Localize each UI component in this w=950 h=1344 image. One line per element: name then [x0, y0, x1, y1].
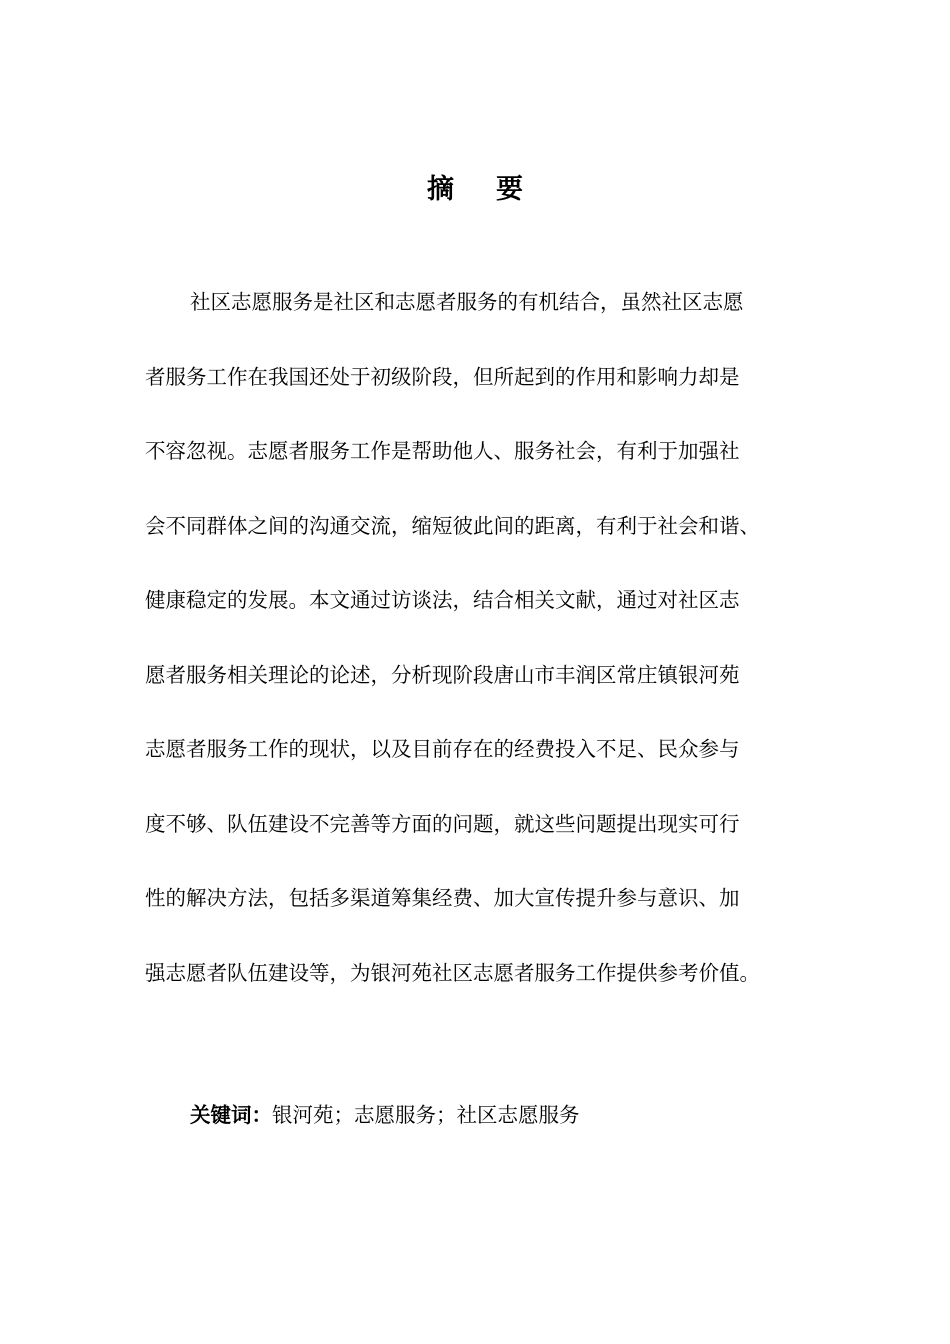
keywords-text: 银河苑；志愿服务；社区志愿服务 [272, 1103, 580, 1127]
keywords-label: 关键词： [190, 1103, 272, 1127]
abstract-line: 社区志愿服务是社区和志愿者服务的有机结合，虽然社区志愿 [190, 290, 744, 314]
abstract-line: 会不同群体之间的沟通交流，缩短彼此间的距离，有利于社会和谐、 [145, 513, 760, 538]
abstract-line: 志愿者服务工作的现状，以及目前存在的经费投入不足、民众参与 [145, 737, 740, 761]
abstract-line: 愿者服务相关理论的论述，分析现阶段唐山市丰润区常庄镇银河苑 [145, 662, 740, 687]
abstract-line: 性的解决方法，包括多渠道筹集经费、加大宣传提升参与意识、加 [145, 886, 740, 910]
abstract-body [145, 284, 810, 1029]
abstract-line: 者服务工作在我国还处于初级阶段，但所起到的作用和影响力却是 [145, 364, 740, 389]
abstract-line: 健康稳定的发展。本文通过访谈法，结合相关文献，通过对社区志 [145, 588, 740, 612]
abstract-line: 度不够、队伍建设不完善等方面的问题，就这些问题提出现实可行 [145, 811, 740, 836]
abstract-line: 强志愿者队伍建设等，为银河苑社区志愿者服务工作提供参考价值。 [145, 960, 760, 985]
page-title: 摘要 [427, 174, 565, 205]
abstract-line: 不容忽视。志愿者服务工作是帮助他人、服务社会，有利于加强社 [145, 439, 740, 463]
keywords-row [190, 1097, 580, 1133]
